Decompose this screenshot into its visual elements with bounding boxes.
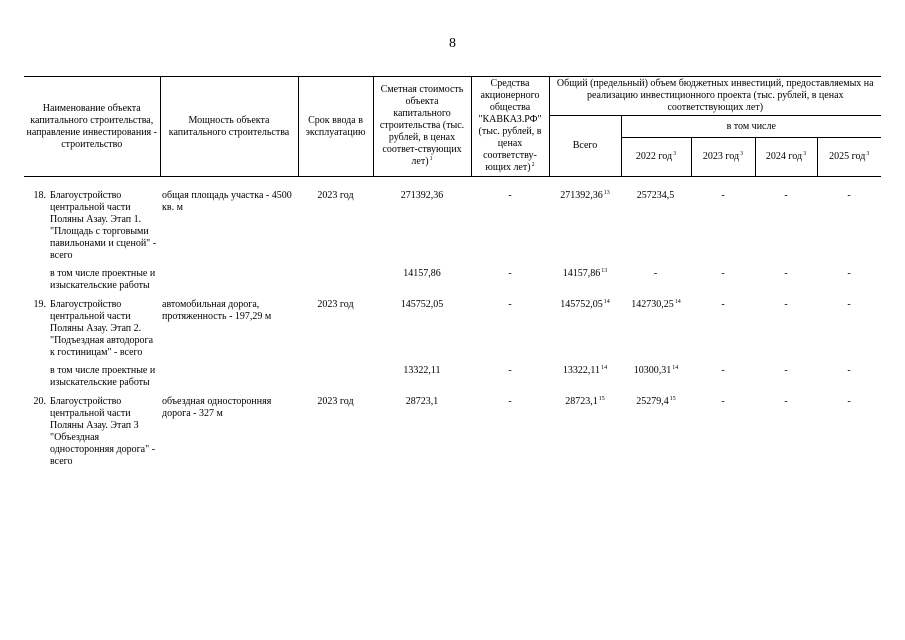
year-2025: - [847, 190, 851, 201]
header-year-2024: 2024 год$^3$ [755, 138, 817, 177]
table-row [24, 262, 881, 296]
cost: 145752,05 [400, 299, 444, 310]
row-number: 18. [33, 190, 46, 201]
year-2025: - [847, 299, 851, 310]
header-year-2023: 2023 год$^3$ [691, 138, 755, 177]
investment-table [24, 76, 881, 468]
cost: 13322,11 [403, 365, 441, 376]
header-capacity: Мощность объекта капитального строительства [160, 77, 298, 177]
year-2024: - [784, 268, 788, 279]
kavkaz-funds: - [508, 396, 512, 407]
header-kavkaz: Средства акционерного общества "КАВКАЗ.РФ" (тыс. рублей, в ценах соответству-ющих лет)$^2$ [471, 77, 549, 177]
total: 145752,05$^{14}$ [560, 299, 610, 310]
kavkaz-funds: - [508, 268, 512, 279]
object-name: Благоустройство центральной части Поляны Азау. Этап 3 "Объездная односторонняя дорога" - всего [50, 396, 156, 467]
object-capacity: автомобильная дорога, протяженность - 197,29 м [162, 299, 272, 322]
object-name: в том числе проектные и изыскательские работы [50, 268, 156, 291]
header-total: Всего [549, 116, 621, 177]
cost: 271392,36 [400, 190, 444, 201]
table-body [24, 177, 881, 469]
header-year-2022: 2022 год$^3$ [621, 138, 691, 177]
year-2023: - [721, 365, 725, 376]
object-capacity: общая площадь участка - 4500 кв. м [162, 190, 292, 213]
header-budget: Общий (предельный) объем бюджетных инвестиций, предоставляемых на реализацию инвестиционного проекта (тыс. рублей, в ценах соответствующих лет) [549, 77, 881, 116]
year-2023: - [721, 299, 725, 310]
header-cost: Сметная стоимость объекта капитального строительства (тыс. рублей, в ценах соответ-ствующих лет)$^1$ [373, 77, 471, 177]
year-2022: 10300,31$^{14}$ [633, 365, 679, 376]
year-2022: 25279,4$^{15}$ [636, 396, 676, 407]
year-2022: - [653, 268, 658, 279]
header-year-2025: 2025 год$^3$ [817, 138, 881, 177]
year-2025: - [847, 365, 851, 376]
header-name: Наименование объекта капитального строительства, направление инвестирования - строительство [24, 77, 160, 177]
row-number: 20. [33, 396, 46, 407]
header-including: в том числе [621, 116, 881, 138]
table-row [24, 187, 881, 262]
total: 13322,11$^{14}$ [562, 365, 608, 376]
table-row [24, 296, 881, 359]
total: 14157,86$^{13}$ [562, 268, 608, 279]
table-row [24, 393, 881, 468]
total: 28723,1$^{15}$ [565, 396, 605, 407]
object-capacity: объездная односторонняя дорога - 327 м [162, 396, 272, 419]
table-row [24, 359, 881, 393]
page-number: 8 [449, 36, 456, 51]
year-2025: - [847, 268, 851, 279]
year-2024: - [784, 190, 788, 201]
kavkaz-funds: - [508, 365, 512, 376]
year-2023: - [721, 190, 725, 201]
deadline: 2023 год [317, 190, 354, 201]
year-2023: - [721, 268, 725, 279]
kavkaz-funds: - [508, 299, 512, 310]
year-2024: - [784, 365, 788, 376]
year-2023: - [721, 396, 725, 407]
row-number: 19. [33, 299, 46, 310]
object-name: Благоустройство центральной части Поляны Азау. Этап 1. "Площадь с торговыми павильонами и сценой" - всего [50, 190, 157, 261]
kavkaz-funds: - [508, 190, 512, 201]
table-header [24, 77, 881, 177]
deadline: 2023 год [317, 299, 354, 310]
year-2022: 257234,5 [636, 190, 675, 201]
year-2022: 142730,25$^{14}$ [631, 299, 681, 310]
deadline: 2023 год [317, 396, 354, 407]
year-2024: - [784, 299, 788, 310]
header-deadline: Срок ввода в эксплуатацию [298, 77, 373, 177]
object-name: Благоустройство центральной части Поляны Азау. Этап 2. "Подъездная автодорога к гостиницам" - всего [50, 299, 154, 358]
cost: 28723,1 [405, 396, 439, 407]
year-2025: - [847, 396, 851, 407]
total: 271392,36$^{13}$ [560, 190, 610, 201]
object-name: в том числе проектные и изыскательские работы [50, 365, 156, 388]
year-2024: - [784, 396, 788, 407]
cost: 14157,86 [403, 268, 441, 279]
